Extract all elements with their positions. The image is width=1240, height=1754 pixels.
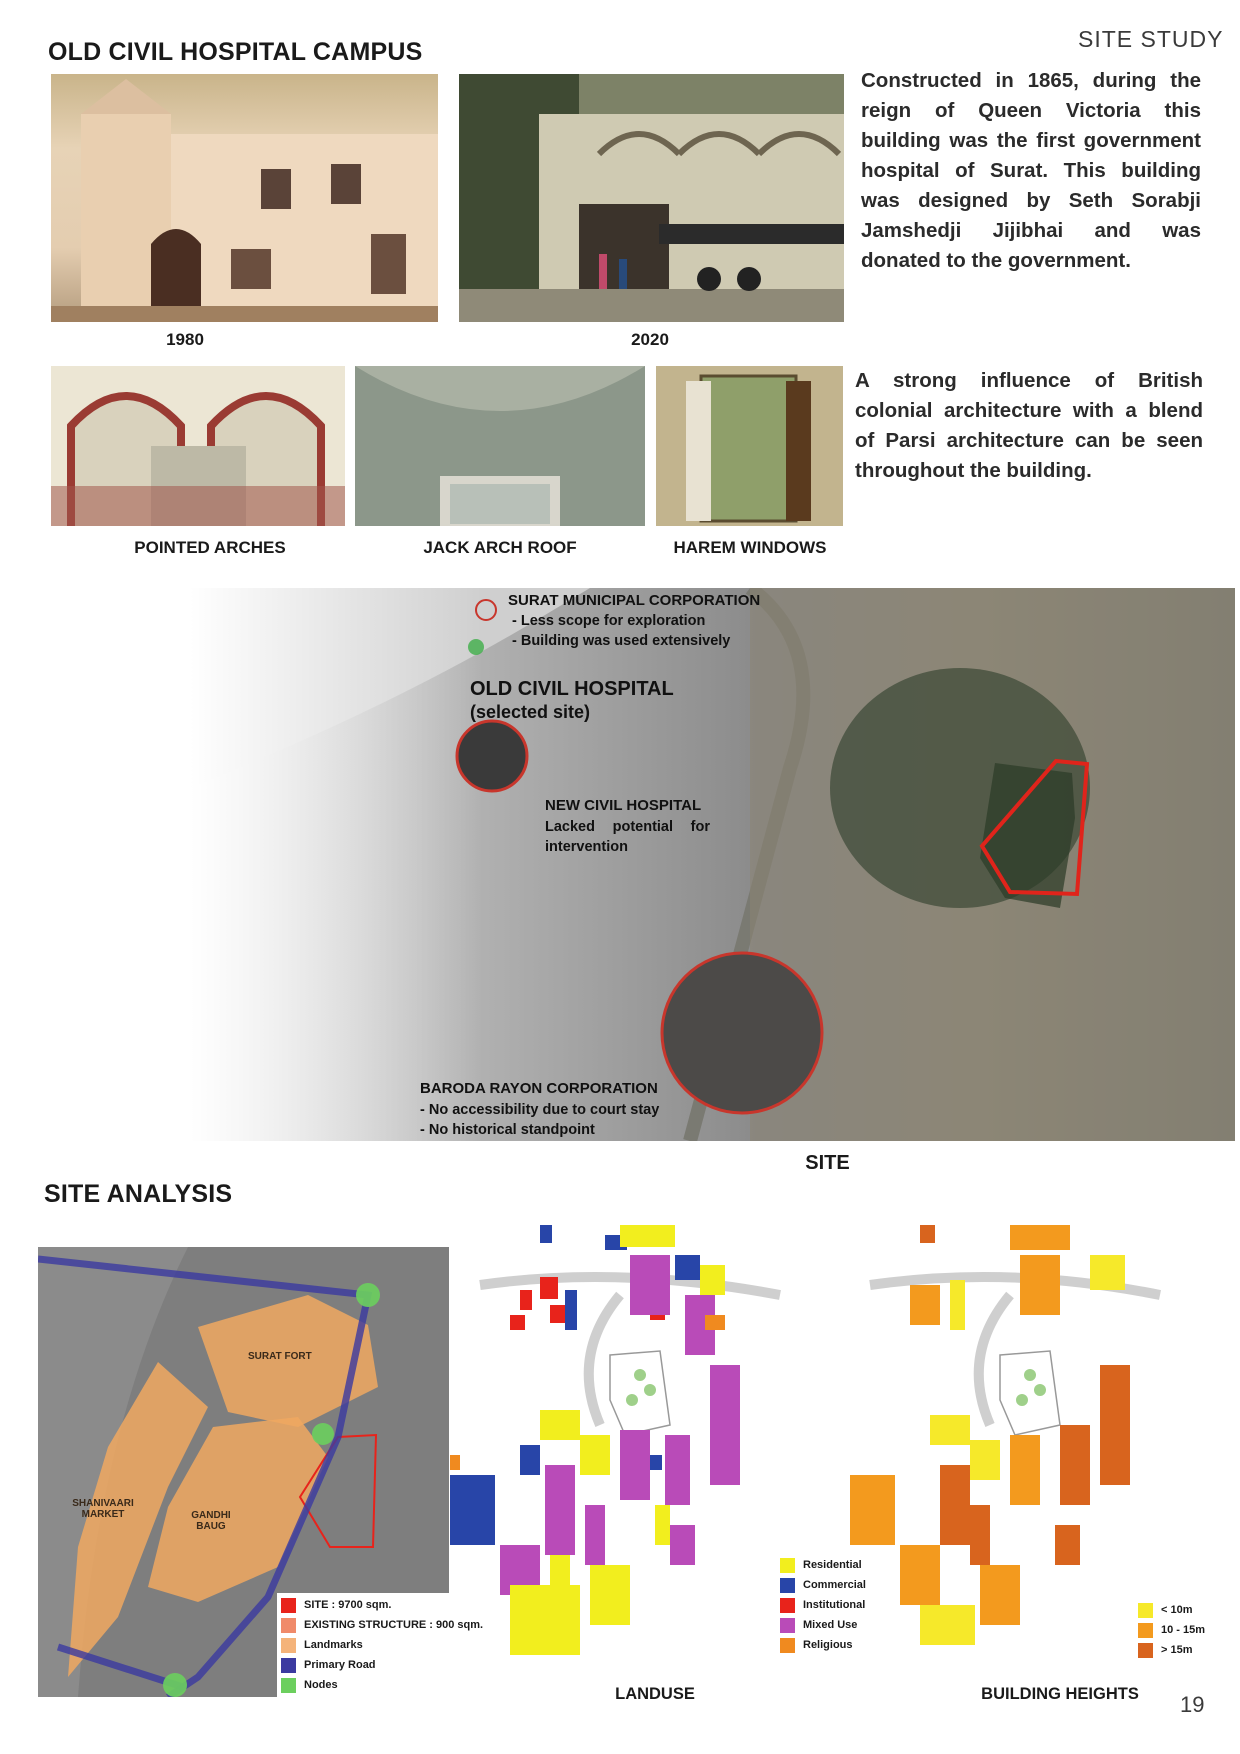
- label-surat-fort: SURAT FORT: [248, 1351, 312, 1362]
- smc-note-1: - Less scope for exploration: [512, 613, 706, 629]
- legend-commercial: Commercial: [780, 1575, 866, 1595]
- brc-note-2: - No historical standpoint: [420, 1122, 595, 1138]
- smc-note-2: - Building was used extensively: [512, 633, 731, 649]
- legend-landmarks: Landmarks: [281, 1635, 483, 1655]
- legend-swatch-site: [281, 1598, 296, 1613]
- legend-existing: EXISTING STRUCTURE : 900 sqm.: [281, 1615, 483, 1635]
- legend-under-10m: < 10m: [1138, 1600, 1205, 1620]
- legend-swatch-residential: [780, 1558, 795, 1573]
- nch-title: NEW CIVIL HOSPITAL: [545, 797, 702, 814]
- legend-institutional: Institutional: [780, 1595, 866, 1615]
- page-title: OLD CIVIL HOSPITAL CAMPUS: [48, 38, 423, 66]
- legend-swatch-landmarks: [281, 1638, 296, 1653]
- caption-1980: 1980: [166, 330, 204, 349]
- legend-swatch-over-15m: [1138, 1643, 1153, 1658]
- legend-swatch-mixed-use: [780, 1618, 795, 1633]
- photo-2020: [459, 74, 844, 322]
- heights-legend: [1138, 1600, 1205, 1660]
- legend-mixed-use: Mixed Use: [780, 1615, 866, 1635]
- caption-harem-windows: HAREM WINDOWS: [673, 538, 827, 557]
- nch-note: Lacked potential for intervention: [545, 819, 710, 855]
- legend-religious: Religious: [780, 1635, 866, 1655]
- legend-primary-road: Primary Road: [281, 1655, 483, 1675]
- brc-note-1: - No accessibility due to court stay: [420, 1102, 660, 1118]
- analysis-heading: SITE ANALYSIS: [44, 1180, 233, 1208]
- och-subtitle: (selected site): [470, 702, 591, 722]
- site-caption: SITE: [805, 1152, 850, 1174]
- landuse-caption: LANDUSE: [615, 1685, 695, 1703]
- label-gandhi-baug: GANDHI BAUG: [191, 1510, 231, 1532]
- legend-nodes: Nodes: [281, 1675, 483, 1695]
- landuse-map: [450, 1225, 790, 1675]
- caption-jack-arch-roof: JACK ARCH ROOF: [423, 538, 577, 557]
- legend-swatch-religious: [780, 1638, 795, 1653]
- photo-jack-arch-roof: [355, 366, 645, 526]
- brc-title: BARODA RAYON CORPORATION: [420, 1080, 658, 1097]
- legend-swatch-under-10m: [1138, 1603, 1153, 1618]
- photo-pointed-arches: [51, 366, 345, 526]
- page-number: 19: [1180, 1692, 1205, 1717]
- legend-swatch-existing: [281, 1618, 296, 1633]
- label-shanivaari-market: SHANIVAARI MARKET: [72, 1498, 134, 1520]
- legend-swatch-commercial: [780, 1578, 795, 1593]
- section-tag: SITE STUDY: [1078, 26, 1224, 52]
- legend-swatch-nodes: [281, 1678, 296, 1693]
- och-title: OLD CIVIL HOSPITAL: [470, 678, 674, 700]
- legend-swatch-10-15m: [1138, 1623, 1153, 1638]
- legend-swatch-road: [281, 1658, 296, 1673]
- legend-10-15m: 10 - 15m: [1138, 1620, 1205, 1640]
- legend-residential: Residential: [780, 1555, 866, 1575]
- heights-caption: BUILDING HEIGHTS: [981, 1685, 1139, 1703]
- smc-title: SURAT MUNICIPAL CORPORATION: [508, 592, 761, 609]
- photo-harem-windows: [656, 366, 843, 526]
- caption-2020: 2020: [631, 330, 669, 349]
- site-satellite-map: [190, 588, 1235, 1141]
- history-paragraph: Constructed in 1865, during the reign of Queen Victoria this building was the first government hospital of Surat. This building was designed by Seth Sorabji Jamshedji Jijibhai and was donated to the government.: [861, 69, 1201, 272]
- building-heights-map: [850, 1225, 1170, 1675]
- legend-over-15m: > 15m: [1138, 1640, 1205, 1660]
- legend-site: SITE : 9700 sqm.: [281, 1595, 483, 1615]
- legend-swatch-institutional: [780, 1598, 795, 1613]
- photo-1980: [51, 74, 438, 322]
- influence-paragraph: A strong influence of British colonial architecture with a blend of Parsi architecture can be seen throughout the building.: [855, 369, 1203, 482]
- caption-pointed-arches: POINTED ARCHES: [134, 538, 286, 557]
